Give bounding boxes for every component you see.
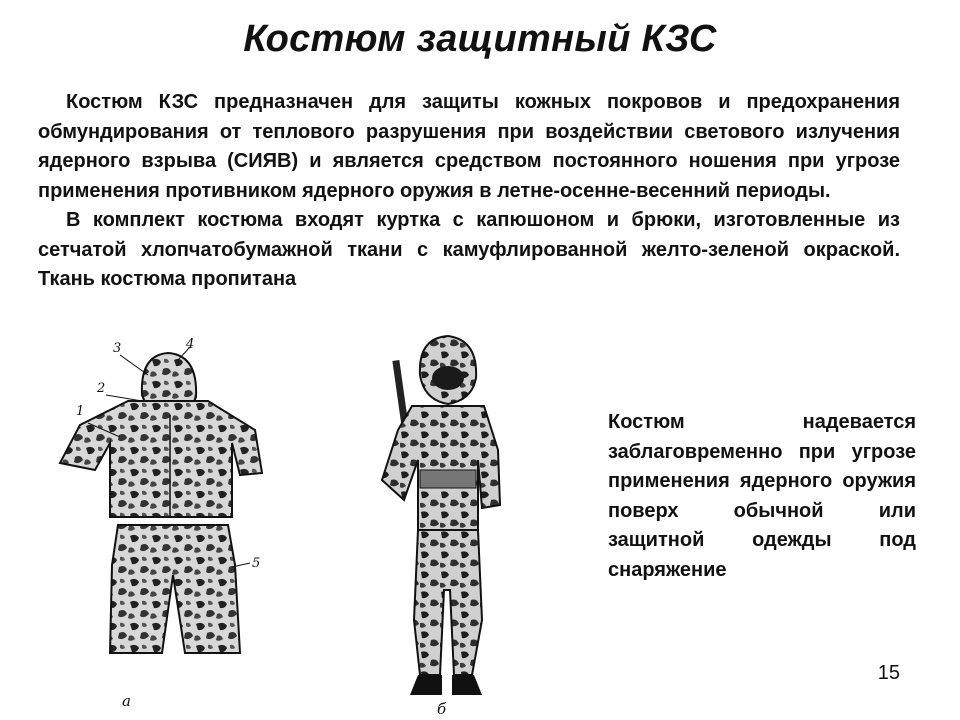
soldier-trousers	[414, 530, 482, 675]
slide-title: Костюм защитный КЗС	[243, 18, 717, 60]
trousers	[110, 525, 240, 653]
paragraph-2: В комплект костюма входят куртка с капюшоном и брюки, изготовленные из сетчатой хлопчатобумажной ткани с камуфлированной желто-зеленой окраской. Ткань костюма пропитана	[38, 209, 900, 290]
suit-illustration-left	[40, 335, 300, 720]
callout-4: 4	[186, 337, 195, 352]
caption-a: а	[122, 692, 131, 710]
main-text	[38, 88, 900, 324]
callout-5: 5	[252, 556, 261, 571]
side-note: Костюм надевается заблаговременно при угрозе применения ядерного оружия поверх обычной или защитной одежды под снаряжение	[608, 411, 916, 581]
callout-2: 2	[97, 381, 106, 396]
callout-3: 3	[113, 341, 122, 356]
soldier-jacket	[382, 406, 500, 530]
callout-1: 1	[76, 404, 85, 419]
page-number: 15	[877, 662, 900, 684]
soldier-illustration-right	[360, 330, 520, 720]
caption-b: б	[437, 700, 447, 718]
jacket	[60, 401, 262, 517]
paragraph-1: Костюм КЗС предназначен для защиты кожных покровов и предохранения обмундирования от теплового разрушения при воздействии светового излучения ядерного взрыва (СИЯВ) и является средством постоянного ношения при угрозе применения противником ядерного оружия в летне-осенне-весенний периоды.	[38, 91, 900, 202]
